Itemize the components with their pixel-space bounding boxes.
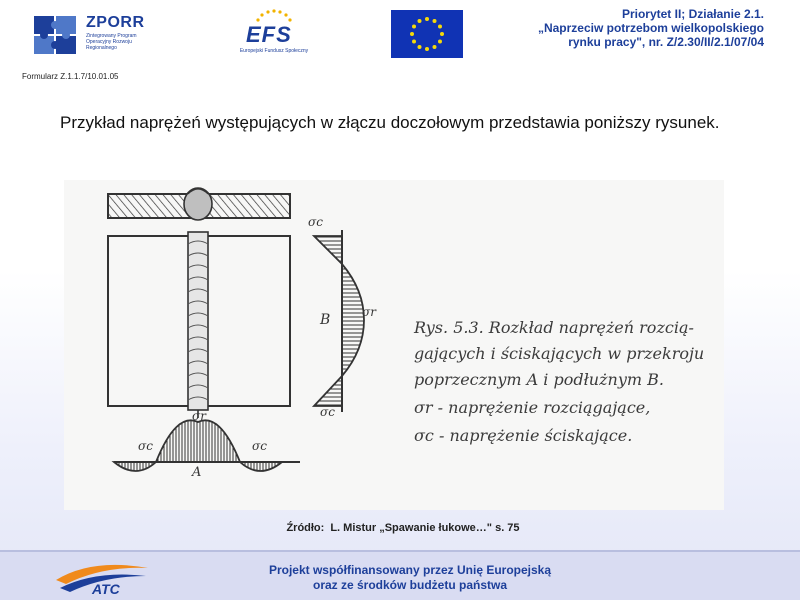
caption-line: gających i ściskających w przekroju — [414, 344, 705, 363]
caption-line: σr - naprężenie rozciągające, — [414, 398, 651, 417]
weld-bead-section — [184, 188, 212, 220]
eu-star — [412, 25, 416, 29]
label-sigma-c-left: σc — [138, 439, 153, 453]
form-code: Formularz Z.1.1.7/10.01.05 — [22, 72, 119, 81]
atc-logo-icon — [52, 558, 152, 596]
label-b: B — [320, 312, 331, 328]
cofinancing-note — [240, 563, 580, 593]
efs-subtitle: Europejski Fundusz Społeczny — [239, 48, 309, 54]
label-a: A — [192, 465, 202, 480]
atc-logo-text: ATC — [92, 581, 120, 596]
footer-line: oraz ze środków budżetu państwa — [312, 578, 508, 592]
eu-star — [425, 17, 429, 21]
eu-star — [440, 32, 444, 36]
footer-line: Projekt współfinansowany przez Unię Europejską — [268, 563, 552, 577]
caption-line: poprzecznym A i podłużnym B. — [414, 370, 664, 389]
eu-star — [418, 19, 422, 23]
zporr-title: ZPORR — [86, 14, 145, 31]
priority-line: „Naprzeciw potrzebom wielkopolskiego — [537, 21, 764, 35]
efs-title: EFS — [246, 22, 292, 47]
priority-line: Priorytet II; Działanie 2.1. — [621, 7, 764, 21]
label-sigma-c-bottom: σc — [320, 405, 335, 419]
eu-star — [425, 47, 429, 51]
stress-figure — [64, 180, 724, 510]
caption-line: σc - naprężenie ściskające. — [414, 426, 633, 445]
eu-star — [418, 45, 422, 49]
eu-star — [433, 45, 437, 49]
priority-header — [480, 7, 764, 49]
figure-source — [0, 522, 800, 534]
efs-logo — [226, 8, 322, 60]
eu-flag — [391, 10, 463, 58]
eu-flag-icon — [391, 10, 463, 58]
label-sigma-c-right: σc — [252, 439, 267, 453]
intro-text: Przykład naprężeń występujących w złączu doczołowym przedstawia poniższy rysunek. — [60, 113, 720, 132]
caption-line: Rys. 5.3. Rozkład naprężeń rozcią- — [414, 318, 694, 337]
zporr-logo — [32, 12, 187, 58]
eu-star — [438, 25, 442, 29]
zporr-subtitle: Zintegrowany Program Operacyjny Rozwoju Regionalnego — [86, 33, 137, 51]
priority-line: rynku pracy", nr. Z/2.30/II/2.1/07/04 — [568, 35, 764, 49]
eu-star — [410, 32, 414, 36]
label-sigma-r-right: σr — [362, 305, 376, 319]
label-sigma-r-mid: σr — [192, 409, 206, 423]
source-label: Źródło: — [286, 522, 325, 534]
label-sigma-c-top: σc — [308, 215, 323, 229]
eu-star — [412, 40, 416, 44]
puzzle-logo-icon — [32, 12, 80, 58]
eu-star — [433, 19, 437, 23]
source-text: L. Mistur „Spawanie łukowe…" s. 75 — [330, 522, 520, 534]
weld-seam — [188, 232, 208, 410]
eu-star — [438, 40, 442, 44]
